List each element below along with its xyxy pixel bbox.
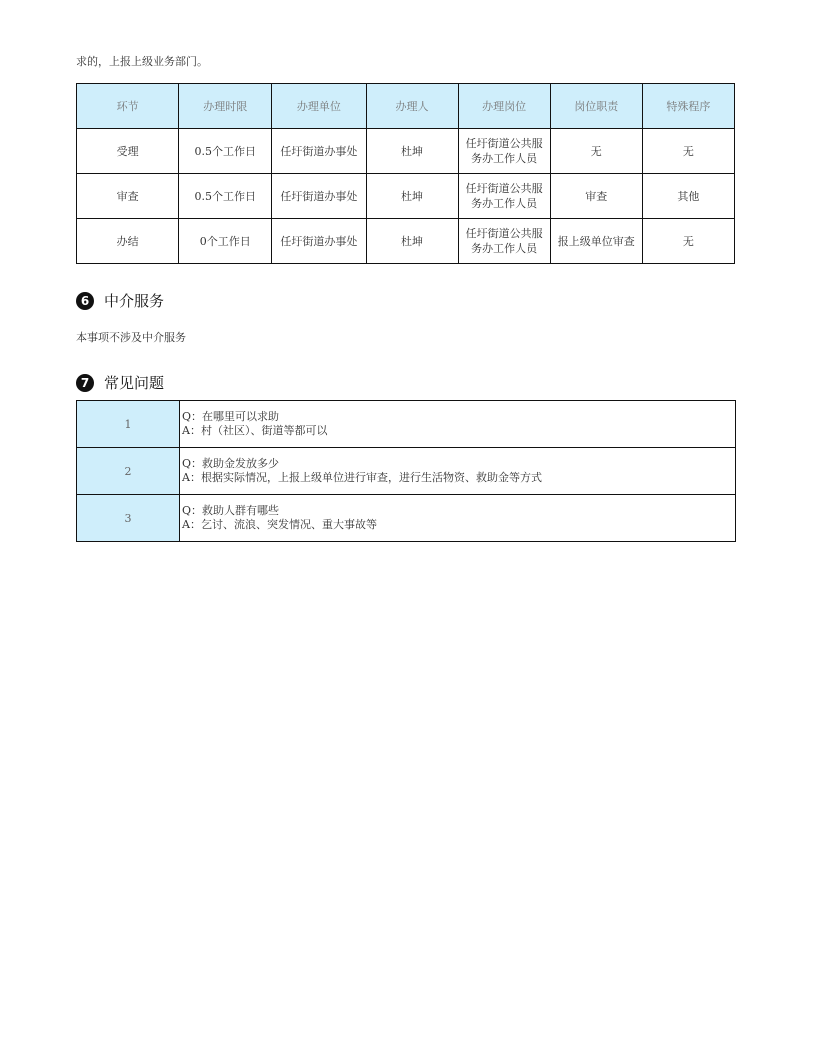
faq-answer: A：村（社区）、街道等都可以 — [182, 424, 328, 437]
table-cell: 任圩街道公共服务办工作人员 — [458, 129, 550, 174]
faq-content — [180, 495, 736, 542]
faq-answer: A：根据实际情况，上报上级单位进行审查，进行生活物资、救助金等方式 — [182, 471, 542, 484]
table-cell: 任圩街道办事处 — [272, 219, 366, 264]
header-cell: 办理人 — [366, 84, 458, 129]
table-cell: 无 — [642, 219, 734, 264]
table-cell: 受理 — [77, 129, 179, 174]
table-cell: 任圩街道公共服务办工作人员 — [458, 174, 550, 219]
faq-content — [180, 401, 736, 448]
faq-question: Q：救助金发放多少 — [182, 457, 280, 470]
faq-row — [77, 495, 736, 542]
table-cell: 杜坤 — [366, 129, 458, 174]
faq-index: 2 — [77, 448, 180, 495]
faq-index: 3 — [77, 495, 180, 542]
table-row — [77, 174, 735, 219]
header-cell: 环节 — [77, 84, 179, 129]
faq-row — [77, 401, 736, 448]
section-7-title: 常见问题 — [104, 374, 165, 392]
faq-question: Q：在哪里可以求助 — [182, 410, 280, 423]
circled-number-6-icon: 6 — [76, 292, 94, 310]
table-cell: 杜坤 — [366, 219, 458, 264]
table-cell: 任圩街道公共服务办工作人员 — [458, 219, 550, 264]
intro-text: 求的，上报上级业务部门。 — [76, 55, 208, 68]
table-cell: 报上级单位审查 — [550, 219, 642, 264]
faq-row — [77, 448, 736, 495]
section-7-heading — [76, 372, 164, 393]
circled-number-7-icon: 7 — [76, 374, 94, 392]
table-row — [77, 129, 735, 174]
process-table — [76, 83, 735, 264]
faq-question: Q：救助人群有哪些 — [182, 504, 280, 517]
table-cell: 0.5个工作日 — [179, 129, 272, 174]
header-cell: 办理时限 — [179, 84, 272, 129]
header-cell: 办理岗位 — [458, 84, 550, 129]
header-cell: 特殊程序 — [642, 84, 734, 129]
table-cell: 办结 — [77, 219, 179, 264]
table-cell: 其他 — [642, 174, 734, 219]
faq-table — [76, 400, 736, 542]
table-cell: 任圩街道办事处 — [272, 174, 366, 219]
table-cell: 0.5个工作日 — [179, 174, 272, 219]
table-cell: 杜坤 — [366, 174, 458, 219]
faq-content — [180, 448, 736, 495]
section-6-title: 中介服务 — [104, 292, 165, 310]
faq-index: 1 — [77, 401, 180, 448]
header-cell: 办理单位 — [272, 84, 366, 129]
section-6-heading — [76, 290, 164, 311]
faq-answer: A：乞讨、流浪、突发情况、重大事故等 — [182, 518, 377, 531]
process-header-row — [77, 84, 735, 129]
table-row — [77, 219, 735, 264]
table-cell: 无 — [642, 129, 734, 174]
table-cell: 审查 — [550, 174, 642, 219]
table-cell: 任圩街道办事处 — [272, 129, 366, 174]
table-cell: 审查 — [77, 174, 179, 219]
section-6-text: 本事项不涉及中介服务 — [76, 331, 186, 344]
table-cell: 0个工作日 — [179, 219, 272, 264]
header-cell: 岗位职责 — [550, 84, 642, 129]
table-cell: 无 — [550, 129, 642, 174]
